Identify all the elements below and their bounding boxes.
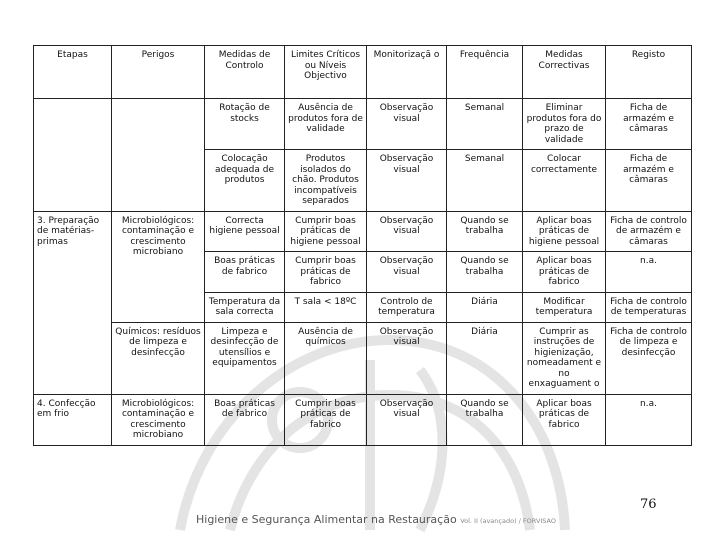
table-cell: Observação visual xyxy=(367,150,447,212)
table-cell-perigo: Microbiológicos: contaminação e crescimento microbiano xyxy=(112,394,205,445)
table-cell-etapa: 3. Preparação de matérias-primas xyxy=(34,211,112,394)
table-cell: Aplicar boas práticas de fabrico xyxy=(523,252,606,293)
table-header-row xyxy=(34,46,692,99)
table-cell: Boas práticas de fabrico xyxy=(205,252,285,293)
table-cell: Ausência de produtos fora de validade xyxy=(285,99,367,150)
header-perigos: Perigos xyxy=(112,46,205,99)
table-cell: Ficha de armazém e câmaras xyxy=(606,150,692,212)
table-cell: Modificar temperatura xyxy=(523,292,606,322)
table-cell: Observação visual xyxy=(367,99,447,150)
table-cell: Ficha de controlo de temperaturas xyxy=(606,292,692,322)
header-registo: Registo xyxy=(606,46,692,99)
table-cell: Cumprir boas práticas de fabrico xyxy=(285,252,367,293)
table-cell: Quando se trabalha xyxy=(447,394,523,445)
table-cell: Cumprir boas práticas de fabrico xyxy=(285,394,367,445)
table-cell: Aplicar boas práticas de higiene pessoal xyxy=(523,211,606,252)
table-cell-perigo: Químicos: resíduos de limpeza e desinfecção xyxy=(112,322,205,394)
table-cell: Observação visual xyxy=(367,252,447,293)
table-cell: Ficha de armazém e câmaras xyxy=(606,99,692,150)
table-cell: Colocar correctamente xyxy=(523,150,606,212)
table-cell: Ficha de controlo de limpeza e desinfecção xyxy=(606,322,692,394)
table-cell-etapa: 4. Confecção em frio xyxy=(34,394,112,445)
table-cell: Correcta higiene pessoal xyxy=(205,211,285,252)
table-cell: Produtos isolados do chão. Produtos incompatíveis separados xyxy=(285,150,367,212)
table-cell: Diária xyxy=(447,292,523,322)
table-cell: Quando se trabalha xyxy=(447,211,523,252)
footer xyxy=(196,513,556,526)
header-medidas-controlo: Medidas de Controlo xyxy=(205,46,285,99)
table-cell xyxy=(112,99,205,212)
table-row xyxy=(34,394,692,445)
table-cell: Semanal xyxy=(447,150,523,212)
table-row xyxy=(34,322,692,394)
table-cell: Ficha de controlo de armazém e câmaras xyxy=(606,211,692,252)
header-etapas: Etapas xyxy=(34,46,112,99)
haccp-table xyxy=(33,45,692,446)
table-cell: Colocação adequada de produtos xyxy=(205,150,285,212)
table-cell: n.a. xyxy=(606,394,692,445)
table-cell: Observação visual xyxy=(367,394,447,445)
header-frequencia: Frequência xyxy=(447,46,523,99)
table-cell xyxy=(34,99,112,212)
table-cell: Eliminar produtos fora do prazo de validade xyxy=(523,99,606,150)
footer-title: Higiene e Segurança Alimentar na Restauração xyxy=(196,513,457,526)
table-cell: Cumprir as instruções de higienização, nomeadament e no enxaguament o xyxy=(523,322,606,394)
table-cell: Quando se trabalha xyxy=(447,252,523,293)
table-cell: Aplicar boas práticas de fabrico xyxy=(523,394,606,445)
table-cell: Ausência de químicos xyxy=(285,322,367,394)
table-row xyxy=(34,211,692,252)
table-cell: Cumprir boas práticas de higiene pessoal xyxy=(285,211,367,252)
table-cell: Boas práticas de fabrico xyxy=(205,394,285,445)
header-monitorizacao: Monitorizaçã o xyxy=(367,46,447,99)
table-cell: Semanal xyxy=(447,99,523,150)
header-limites-criticos: Limites Críticos ou Níveis Objectivo xyxy=(285,46,367,99)
table-cell: T sala < 18ºC xyxy=(285,292,367,322)
table-cell: Observação visual xyxy=(367,211,447,252)
table-cell: Diária xyxy=(447,322,523,394)
table-cell: Controlo de temperatura xyxy=(367,292,447,322)
page-number: 76 xyxy=(640,497,657,512)
table-cell: Rotação de stocks xyxy=(205,99,285,150)
header-medidas-correctivas: Medidas Correctivas xyxy=(523,46,606,99)
footer-subtitle: Vol. II (avançado) / FORVISAO xyxy=(460,517,557,525)
table-cell-perigo: Microbiológicos: contaminação e crescimento microbiano xyxy=(112,211,205,322)
table-cell: Observação visual xyxy=(367,322,447,394)
table-cell: Temperatura da sala correcta xyxy=(205,292,285,322)
table-cell: Limpeza e desinfecção de utensílios e equipamentos xyxy=(205,322,285,394)
table-row xyxy=(34,99,692,150)
table-cell: n.a. xyxy=(606,252,692,293)
